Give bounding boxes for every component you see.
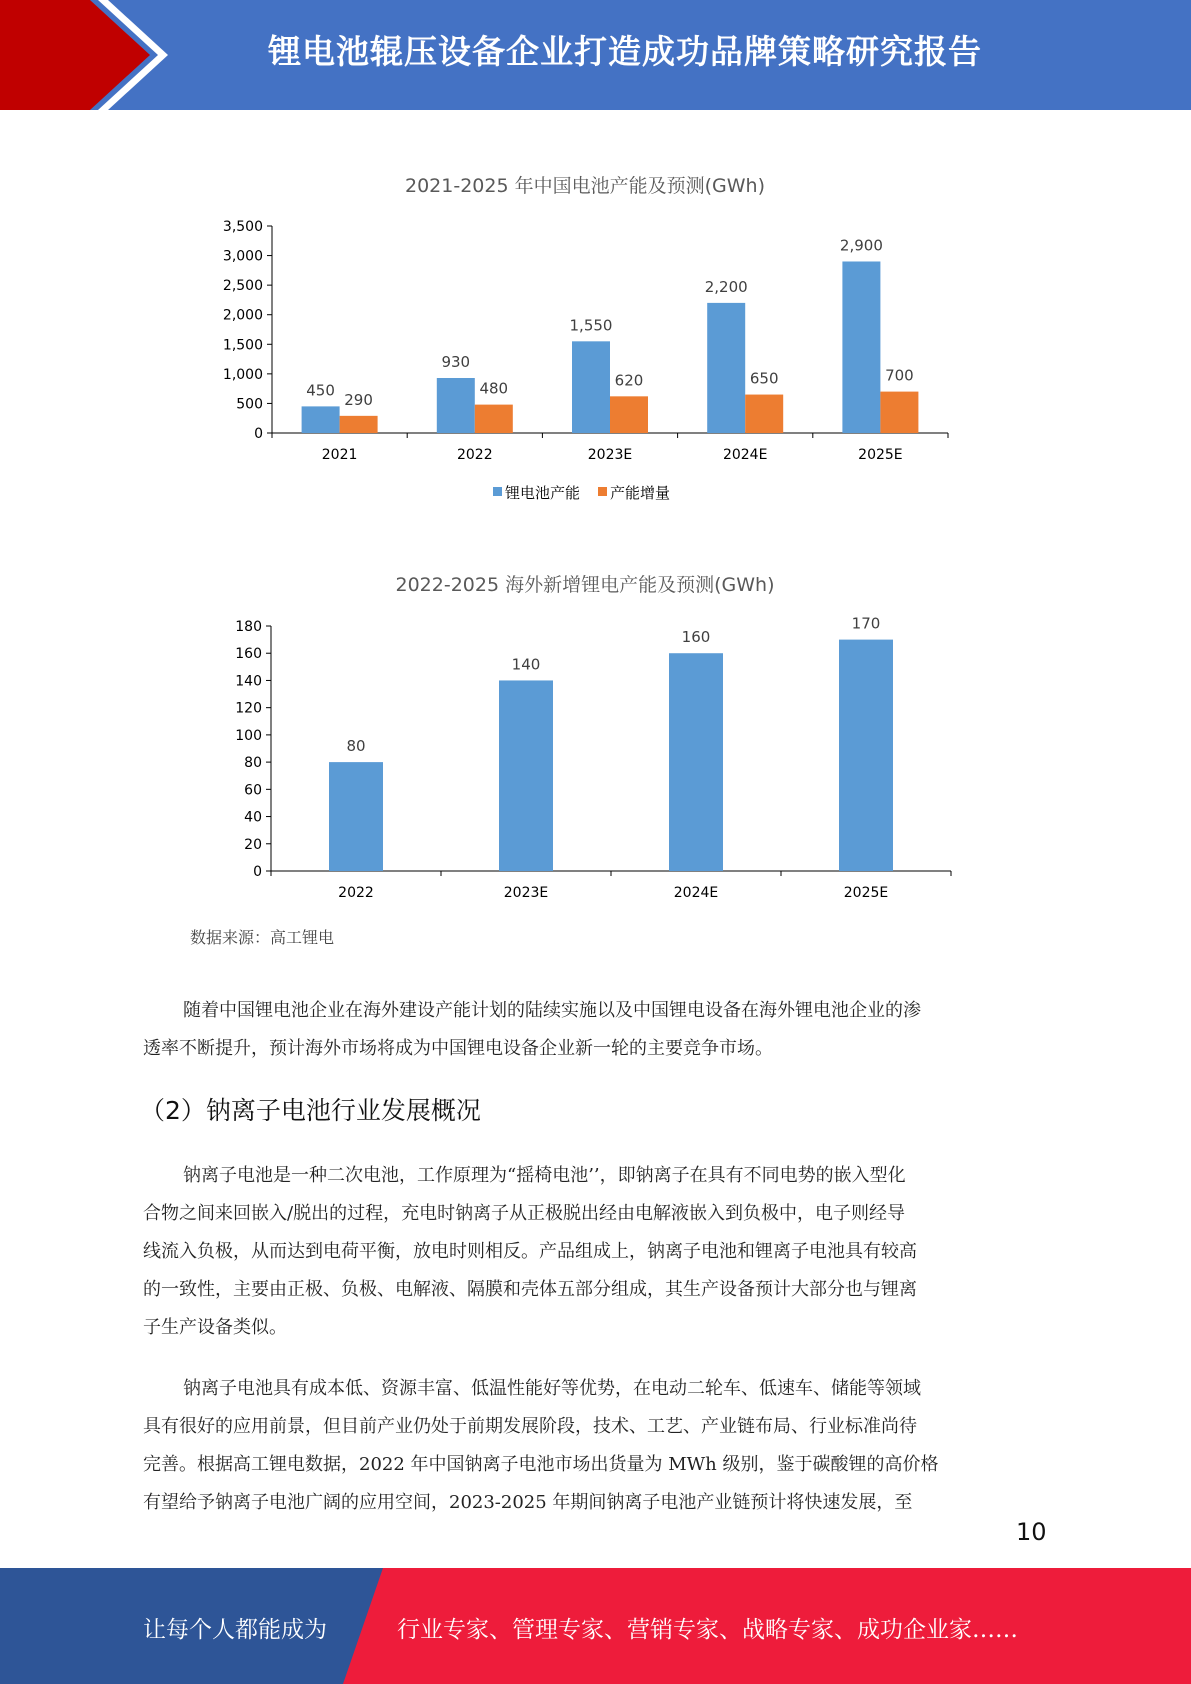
y-tick-label: 100 [235,727,262,744]
bar-value [499,680,553,871]
data-label: 480 [479,379,509,398]
p2-line: 钠离子电池是一种二次电池，工作原理为“摇椅电池’’，即钠离子在具有不同电势的嵌入型化 [183,1165,906,1186]
chart-title: 2022-2025 海外新增锂电产能及预测(GWh) [395,574,775,596]
data-label: 140 [511,655,541,674]
paragraph-overseas-market [143,992,1048,1068]
bar-increment [610,396,648,433]
page-header [0,0,1191,110]
footer-slogan-left: 让每个人都能成为 [143,1617,327,1643]
bar-capacity [302,406,340,433]
header-title: 锂电池辊压设备企业打造成功品牌策略研究报告 [268,32,982,71]
p2-line: 线流入负极，从而达到电荷平衡，放电时则相反。产品组成上，钠离子电池和锂离子电池具有较高 [143,1241,917,1262]
bar-capacity [572,341,610,433]
y-tick-label: 2,500 [222,278,263,295]
bar-capacity [707,303,745,433]
data-label: 650 [749,369,779,388]
data-label: 620 [614,371,644,390]
p3-line: 钠离子电池具有成本低、资源丰富、低温性能好等优势，在电动二轮车、低速车、储能等领域 [183,1378,921,1399]
data-label: 160 [681,628,711,647]
x-category-label: 2025E [843,885,889,901]
data-label: 80 [346,737,366,756]
x-category-label: 2022 [338,885,374,901]
data-source: 数据来源：高工锂电 [190,928,335,947]
bar-value [839,640,893,871]
x-category-label: 2025E [858,447,903,463]
chart-title: 2021-2025 年中国电池产能及预测(GWh) [405,175,765,197]
p3-line: 有望给予钠离子电池广阔的应用空间，2023-2025 年期间钠离子电池产业链预计将快速发展，至 [143,1492,913,1513]
y-tick-label: 1,000 [222,366,263,383]
p3-line: 完善。根据高工锂电数据，2022 年中国钠离子电池市场出货量为 MWh 级别，鉴于碳酸锂的高价格 [143,1454,939,1475]
bar-capacity [842,261,880,433]
section-heading: （2）钠离子电池行业发展概况 [140,1096,481,1125]
x-category-label: 2022 [456,447,493,463]
y-tick-label: 20 [244,836,262,853]
footer-slogan-right: 行业专家、管理专家、营销专家、战略专家、成功企业家…… [397,1617,1018,1643]
y-tick-label: 1,500 [222,337,263,354]
bar-value [669,653,723,871]
data-label: 170 [851,614,881,633]
header-red-arrow [0,0,150,110]
x-category-label: 2021 [321,447,358,463]
x-category-label: 2024E [722,447,768,463]
paragraph-sodium-principle [143,1157,1048,1347]
y-tick-label: 2,000 [222,307,263,324]
y-tick-label: 160 [235,646,262,663]
data-label: 2,900 [839,236,883,255]
data-label: 450 [306,381,335,400]
y-tick-label: 3,000 [222,248,263,265]
p1-line: 透率不断提升，预计海外市场将成为中国锂电设备企业新一轮的主要竞争市场。 [143,1038,773,1059]
bar-value [329,762,383,871]
y-tick-label: 0 [253,864,262,880]
y-tick-label: 180 [235,619,262,635]
p2-line: 的一致性，主要由正极、负极、电解液、隔膜和壳体五部分组成，其生产设备预计大部分也与锂离 [143,1279,917,1300]
data-label: 2,200 [704,277,748,296]
data-label: 700 [885,366,914,385]
bar-capacity [437,378,475,433]
y-tick-label: 140 [235,673,262,690]
p2-line: 子生产设备类似。 [143,1317,287,1338]
legend-swatch [493,487,502,496]
data-label: 290 [344,390,373,409]
bar-increment [880,392,918,433]
data-label: 1,550 [569,316,613,335]
legend-label: 产能增量 [610,484,671,502]
paragraph-sodium-outlook [143,1370,1048,1522]
x-category-label: 2024E [673,885,719,901]
y-tick-label: 80 [244,755,262,772]
y-tick-label: 40 [244,809,262,826]
x-category-label: 2023E [503,885,549,901]
data-label: 930 [441,352,471,371]
battery-capacity-chart [180,160,980,520]
bar-increment [475,405,513,433]
overseas-capacity-chart [180,560,980,910]
legend-swatch [598,487,607,496]
y-tick-label: 60 [244,782,262,799]
p2-line: 合物之间来回嵌入/脱出的过程，充电时钠离子从正极脱出经由电解液嵌入到负极中，电子则经导 [143,1203,906,1224]
x-category-label: 2023E [587,447,633,463]
y-tick-label: 3,500 [222,219,263,235]
p3-line: 具有很好的应用前景，但目前产业仍处于前期发展阶段，技术、工艺、产业链布局、行业标准尚待 [143,1416,917,1437]
y-tick-label: 0 [254,426,263,442]
page-footer [0,1568,1191,1684]
p1-line: 随着中国锂电池企业在海外建设产能计划的陆续实施以及中国锂电设备在海外锂电池企业的渗 [183,1000,921,1021]
y-tick-label: 120 [235,700,262,717]
page-number: 10 [1016,1518,1047,1546]
bar-increment [340,416,378,433]
bar-increment [745,395,783,433]
y-tick-label: 500 [236,396,263,413]
legend-label: 锂电池产能 [505,484,581,502]
